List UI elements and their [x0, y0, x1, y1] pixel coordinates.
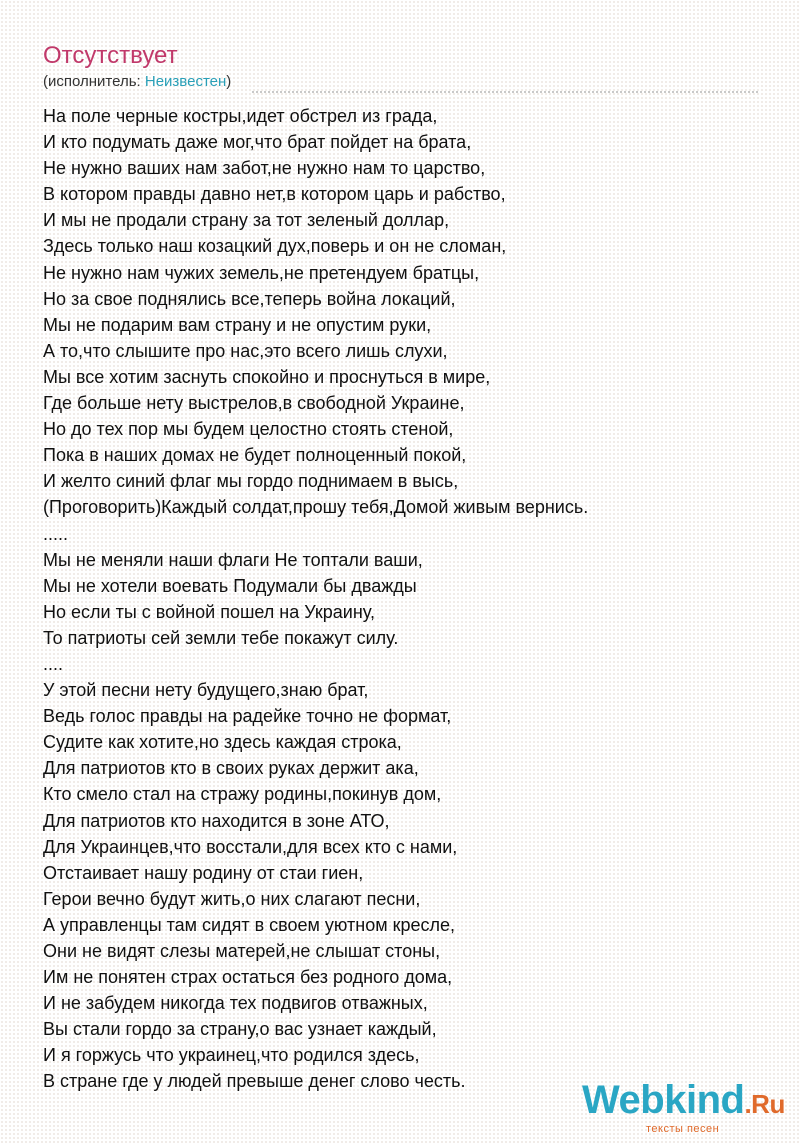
- lyric-line: А управленцы там сидят в своем уютном кресле,: [43, 914, 456, 935]
- lyric-line: Не нужно нам чужих земель,не претендуем братцы,: [43, 262, 480, 283]
- lyric-line: На поле черные костры,идет обстрел из града,: [43, 106, 438, 126]
- lyric-line: Для Украинцев,что восстали,для всех кто с нами,: [43, 836, 458, 857]
- lyric-line: ....: [43, 653, 64, 674]
- lyric-line: Вы стали гордо за страну,о вас узнает каждый,: [43, 1019, 437, 1040]
- lyric-line: И желто синий флаг мы гордо поднимаем в высь,: [43, 471, 459, 492]
- logo-tagline: тексты песен: [646, 1123, 720, 1135]
- lyric-line: Для патриотов кто находится в зоне АТО,: [43, 810, 390, 831]
- lyric-line: Но если ты с войной пошел на Украину,: [43, 601, 375, 622]
- lyric-line: Но за свое поднялись все,теперь война локаций,: [43, 288, 456, 309]
- logo-main: Webkind: [582, 1078, 745, 1122]
- lyric-line: У этой песни нету будущего,знаю брат,: [43, 680, 369, 701]
- header-divider: [252, 91, 758, 93]
- lyric-line: И кто подумать даже мог,что брат пойдет на брата,: [43, 132, 472, 153]
- lyric-line: Ведь голос правды на радейке точно не формат,: [43, 706, 452, 727]
- lyric-line: Мы не меняли наши флаги Не топтали ваши,: [43, 549, 423, 570]
- logo-tld: .Ru: [744, 1089, 785, 1119]
- lyrics-text: [43, 103, 773, 1095]
- lyric-line: В котором правды давно нет,в котором царь и рабство,: [43, 184, 506, 205]
- artist-suffix: ): [226, 73, 232, 90]
- lyric-line: Мы все хотим заснуть спокойно и проснуться в мире,: [43, 366, 491, 387]
- lyric-line: Мы не подарим вам страну и не опустим руки,: [43, 314, 432, 335]
- webkind-logo[interactable]: [582, 1080, 785, 1124]
- lyric-line: А то,что слышите про нас,это всего лишь слухи,: [43, 340, 448, 361]
- artist-name-link[interactable]: Неизвестен: [144, 73, 227, 90]
- lyric-line: Герои вечно будут жить,о них слагают песни,: [43, 888, 421, 909]
- lyric-line: Судите как хотите,но здесь каждая строка,: [43, 732, 402, 753]
- song-title: Отсутствует: [43, 42, 178, 69]
- lyric-line: И мы не продали страну за тот зеленый доллар,: [43, 210, 450, 231]
- lyric-line: Кто смело стал на стражу родины,покинув дом,: [43, 784, 442, 805]
- lyric-line: Пока в наших домах не будет полноценный покой,: [43, 445, 467, 466]
- lyric-line: Но до тех пор мы будем целостно стоять стеной,: [43, 419, 454, 440]
- lyric-line: (Проговорить)Каждый солдат,прошу тебя,Домой живым вернись.: [43, 497, 589, 518]
- lyric-line: Им не понятен страх остаться без родного дома,: [43, 967, 453, 988]
- lyric-line: Отстаивает нашу родину от стаи гиен,: [43, 862, 364, 883]
- lyric-line: Где больше нету выстрелов,в свободной Украине,: [43, 393, 465, 414]
- artist-prefix: (исполнитель:: [43, 73, 145, 90]
- lyric-line: Для патриотов кто в своих руках держит ака,: [43, 758, 419, 779]
- artist-line: [43, 72, 231, 92]
- lyric-line: Не нужно ваших нам забот,не нужно нам то царство,: [43, 158, 486, 179]
- lyric-line: И не забудем никогда тех подвигов отважных,: [43, 993, 428, 1014]
- lyric-line: Мы не хотели воевать Подумали бы дважды: [43, 575, 417, 596]
- lyric-line: .....: [43, 523, 69, 544]
- lyric-line: И я горжусь что украинец,что родился здесь,: [43, 1045, 420, 1066]
- lyric-line: Они не видят слезы матерей,не слышат стоны,: [43, 941, 441, 961]
- lyric-line: Здесь только наш козацкий дух,поверь и он не сломан,: [43, 236, 507, 257]
- lyric-line: В стране где у людей превыше денег слово честь.: [43, 1071, 466, 1092]
- lyric-line: То патриоты сей земли тебе покажут силу.: [43, 627, 399, 648]
